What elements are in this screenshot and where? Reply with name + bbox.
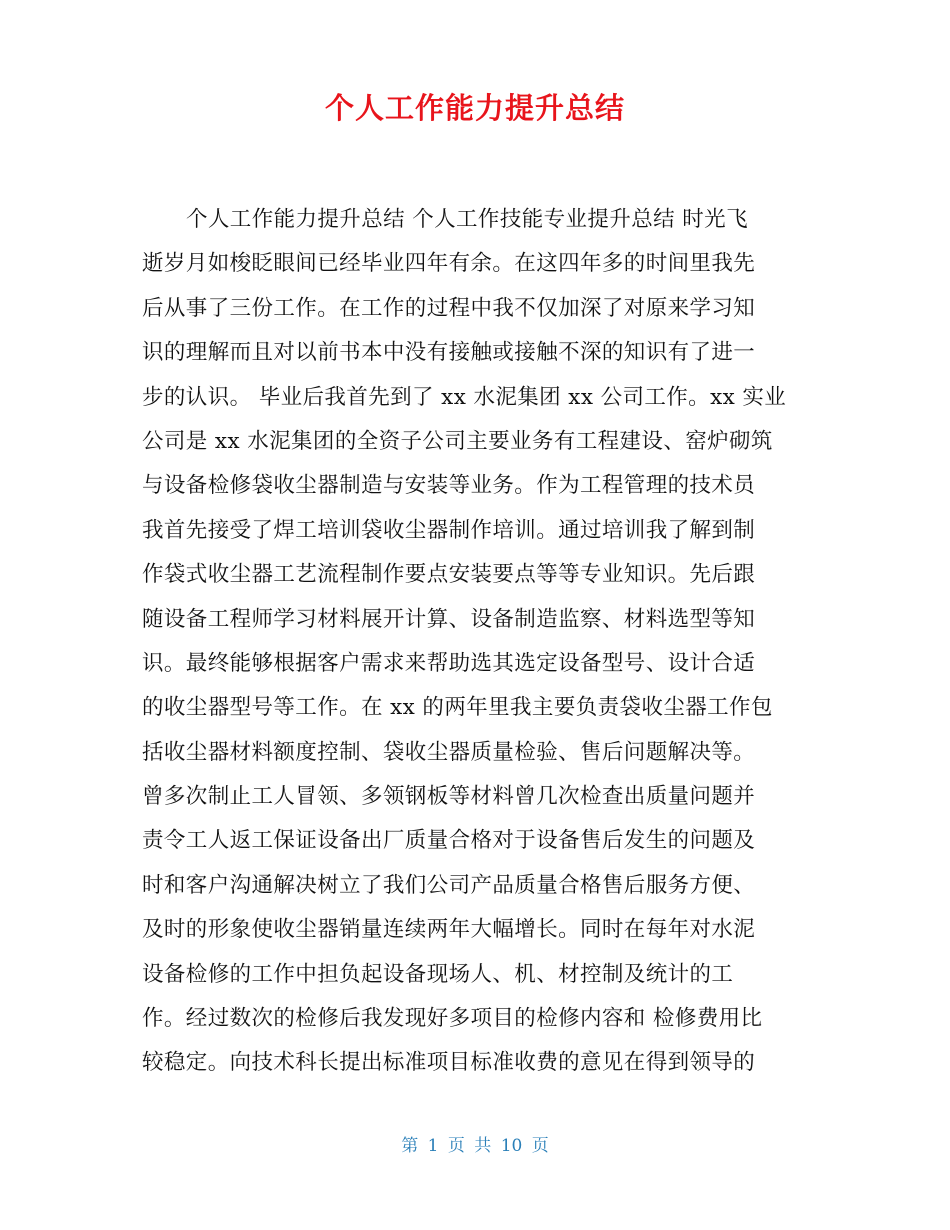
text-line: 作袋式收尘器工艺流程制作要点安装要点等等专业知识。先后跟 [142,562,756,588]
text-line: 较稳定。向技术科长提出标准项目标准收费的意见在得到领导的 [142,1050,756,1076]
document-title: 个人工作能力提升总结 [324,91,625,125]
text-line: 作。经过数次的检修后我发现好多项目的检修内容和 检修费用比 [142,1006,763,1032]
body-text [142,198,812,1086]
text-line: 时和客户沟通解决树立了我们公司产品质量合格售后服务方便、 [142,872,756,898]
text-line: 及时的形象使收尘器销量连续两年大幅增长。同时在每年对水泥 [142,917,756,943]
text-line: 责令工人返工保证设备出厂质量合格对于设备售后发生的问题及 [142,828,756,854]
text-line: 逝岁月如梭眨眼间已经毕业四年有余。在这四年多的时间里我先 [142,251,756,277]
text-line: 我首先接受了焊工培训袋收尘器制作培训。通过培训我了解到制 [142,517,756,543]
text-line: 与设备检修袋收尘器制造与安装等业务。作为工程管理的技术员 [142,473,756,499]
text-line: 识。最终能够根据客户需求来帮助选其选定设备型号、设计合适 [142,650,756,676]
text-line: 曾多次制止工人冒领、多领钢板等材料曾几次检查出质量问题并 [142,784,756,810]
text-line: 个人工作能力提升总结 个人工作技能专业提升总结 时光飞 [186,207,748,232]
text-line: 公司是 xx 水泥集团的全资子公司主要业务有工程建设、窑炉砌筑 [142,428,773,454]
text-line: 设备检修的工作中担负起设备现场人、机、材控制及统计的工 [142,961,734,987]
text-line: 括收尘器材料额度控制、袋收尘器质量检验、售后问题解决等。 [142,739,756,765]
text-line: 步的认识。 毕业后我首先到了 xx 水泥集团 xx 公司工作。xx 实业 [142,384,787,410]
page-number-footer: 第 1 页 共 10 页 [401,1136,549,1156]
text-line: 后从事了三份工作。在工作的过程中我不仅加深了对原来学习知 [142,295,756,321]
text-line: 的收尘器型号等工作。在 xx 的两年里我主要负责袋收尘器工作包 [142,695,773,721]
text-line: 随设备工程师学习材料展开计算、设备制造监察、材料选型等知 [142,606,756,632]
text-line: 识的理解而且对以前书本中没有接触或接触不深的知识有了进一 [142,340,756,366]
